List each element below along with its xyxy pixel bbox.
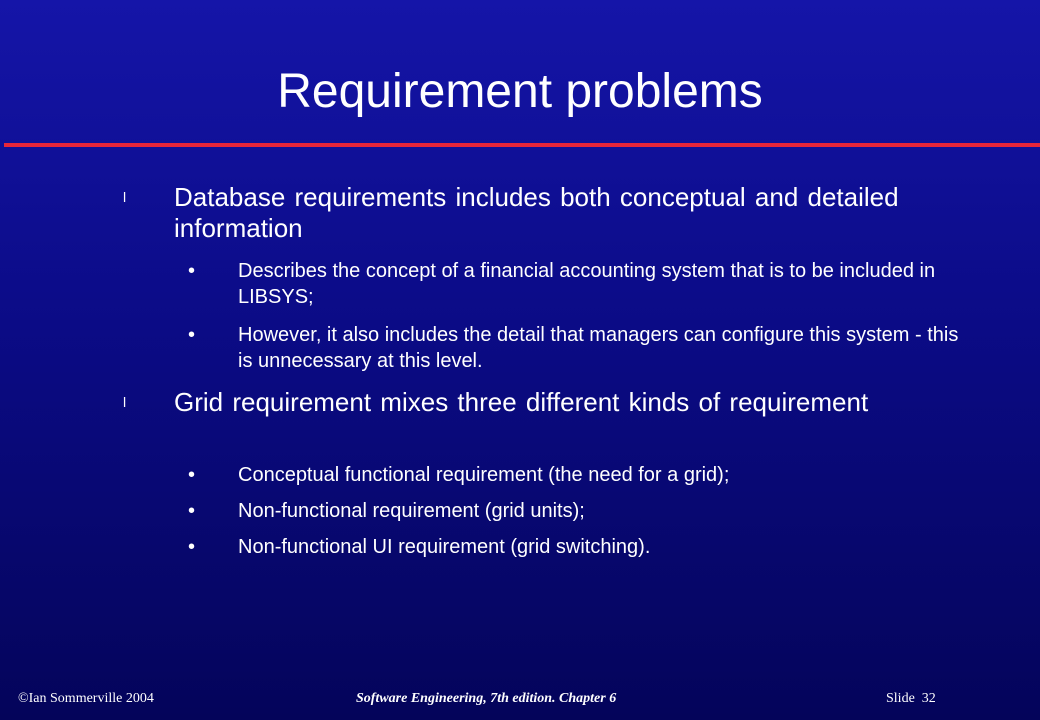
slide-title: Requirement problems: [277, 65, 763, 118]
sub-bullet-marker: •: [188, 464, 196, 486]
sub-bullet-marker: •: [188, 260, 196, 282]
sub-bullet-text: However, it also includes the detail that managers can configure this system - this is unnecessary at this level.: [238, 324, 959, 372]
bullet-marker: l: [123, 189, 127, 205]
footer-book-title: Software Engineering, 7th edition. Chapter 6: [356, 691, 617, 706]
sub-bullet-text: Conceptual functional requirement (the need for a grid);: [238, 464, 730, 486]
bullet-marker: l: [123, 394, 127, 410]
sub-bullet-marker: •: [188, 324, 196, 346]
sub-bullet-text: Non-functional UI requirement (grid switching).: [238, 536, 651, 558]
bullet-text: Grid requirement mixes three different kinds of requirement: [174, 387, 869, 417]
title-divider: [4, 143, 1040, 147]
sub-bullet-text: Describes the concept of a financial accounting system that is to be included in LIBSYS;: [238, 260, 936, 308]
footer-copyright: ©Ian Sommerville 2004: [18, 691, 154, 706]
footer-slide-number: Slide 32: [886, 691, 936, 706]
bullet-text: Database requirements includes both conceptual and detailed information: [174, 182, 899, 243]
sub-bullet-marker: •: [188, 536, 196, 558]
sub-bullet-marker: •: [188, 500, 196, 522]
sub-bullet-text: Non-functional requirement (grid units);: [238, 500, 585, 522]
